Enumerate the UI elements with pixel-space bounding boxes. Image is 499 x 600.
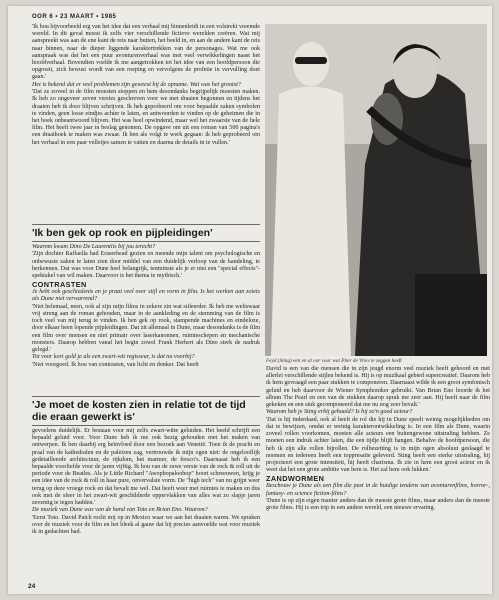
paragraph: gevoelens duidelijk. Er bestaan voor mij zelfs zwart-witte geluiden. Het beeld schrijft een bepaald geluid voor. Voor Dune heb ik me ook bezig gehouden met het maken van ontwerpen. Ik ben daarbij erg beïnvloed door een bezoek aan Venetië. Toen ik de pracht en praal van de kathedralen en de paleizen zag, vertrouwde ik mijn ogen niet: de ongelooflijk gedetailleerde architectuur, de rijkdom, het marmer, de fresco's. Daarnaast heb ik een bepaalde voorliefde voor de jaren vijftig. Ik hou van de ruwe versie van de rock & roll uit de periode voor de Beatles. Als je Little Richard "Awopbopaloobop" hoort schreeuwen, krijg je een idee van de rock & roll in haar pure, onvervalste vorm. De "high tech" van nu grijpt weer terug op deze vroege rock en dat bevalt me wel. Dat heeft weer met ruimtes te maken en dus ook met de sfeer in het zwart-wit geschilderde oppervlakken van alles wat zo slapje jaren zeventig te tegen hadden.' — [32, 428, 260, 507]
interview-question: Waarom heb je Sting erbij gehaald? Is hij zo'n goed acteur? — [266, 409, 413, 416]
pull-quote-costs: 'Je moet de kosten zien in relatie tot de tijd die eraan gewerkt is' — [32, 394, 260, 428]
right-column — [266, 366, 490, 513]
paragraph: 'Dune is op zijn eigen manier anders dan de meeste grote films, maar anders dan de meeste grote films. Hij is een trip in een andere wereld, een nieuwe ervaring. — [266, 498, 490, 512]
paragraph: 'Niet voorgoed. Ik hou van contrasten, van licht en donker. Dat heeft — [32, 361, 199, 368]
interview-question: Beschouw je Dune als een film die past in de huidige tendens van avonturenfilms, horror-, fantasy- en science fiction-films? — [266, 483, 490, 497]
magazine-page — [8, 6, 492, 594]
left-column-top — [32, 24, 260, 147]
photo-caption: Feyd (Sting) een en al oor voor wat Piter de Vries te zeggen heeft — [266, 358, 402, 364]
page-number: 24 — [28, 583, 36, 590]
interview-question: Waarom kwam Dino De Laurentiis bij jou terecht? — [32, 244, 156, 250]
paragraph: 'Dat is hij inderdaad, ook al heeft de rol die hij in Dune speelt weinig mogelijkheden om dat te bewijzen, omdat er weinig karakterontwikkeling is. In een film als Dune, waarin zoveel rollen voorkomen, moeten alle acteurs een buitengewone uitstraling hebben. Ze moeten een indruk achter laten, die een tijdje blijft hangen. Behalve de hoofdpersoon, die heb ik zijn alle rollen bijrollen. De rolbezetting is in mijn ogen absoluut geslaagd te noemen en iedereen heeft een toppresatie geleverd. Sting heeft een sterke uitstraling, hij projecteert een grote intensiteit, hij heeft charisma. Ik zie in hem een groot acteur en ik weet dat het een grote ambitie van hem is. Het zal hem ook lukken.' — [266, 416, 490, 474]
issue-header: OOR 6 • 23 MAART • 1985 — [32, 14, 117, 20]
left-column-middle — [32, 244, 260, 369]
paragraph: 'Dat ze zoveel in de film moesten stoppen en hem desondanks begrijpelijk moesten maken. Ik heb zo ongeveer zeven versies geschreven voor we met draaien begonnen en tijdens het draaien heb ik door blijven schrijven. Ik heb geprobeerd om voor bepaalde zaken symbolen te vinden, geen losse eindjes achter te laten, en antwoorden te vinden op de geheimen die in het boek onbeantwoord blijven. Het was heel opwindend, maar wel het zwaarste van de hele film. Het heeft twee jaar in beslag genomen. De opgave om uit een roman van 500 pagina's een draaiboek te maken was zwaar. Ik ben als volgt te werk gegaan: ik heb geprobeerd om het verhaal in een paar velletjes samen te vatten en daarna de details in te vullen.' — [32, 89, 260, 146]
film-still-photo — [265, 24, 487, 356]
paragraph: David is een van die mensen die in zijn jeugd enorm veel muziek heeft gehoord en met allerlei verschillende stijlen bekend is. Hij is op muzikaal gebied supercreatief. Daarom heb ik hem gevraagd een paar stukken te componeren. Daarnaast wilde ik een groot symfonisch geluid en heb daarvoor de Wiener Symphoniker gebruikt. Van Brian Eno hoorde ik het album The Pearl en een van de stukken daarop sprak me zeer aan. Hij heeft naar de film gekeken en een stuk gecomponeerd dat me nu nog zeer bevalt.' — [266, 366, 490, 409]
paragraph: 'Zijn dochter Raffaella had Eraserhead gezien en meende mijn talent om psychologische en onbewuste zaken te laten zien door middel van een duidelijk verloop van de handeling, te herkennen. Dat was voor Dune heel belangrijk, tenminste als je er niet een "special effects"-spektakel van wil maken. Daarvoor is het thema te mythisch.' — [32, 251, 260, 279]
interview-question: Het is bekend dat er veel problemen zijn geweest bij de opname. Wat was het grootst? — [32, 81, 241, 88]
interview-question: Tot voor kort gold je als een zwart-wit regisseur, is dat nu voorbij? — [32, 354, 195, 361]
paragraph: 'Eerst Toto. David Paich rocht mij op in Mexico waar we aan het draaien waren. We spraken over de muziek voor de film en het bleek al gauw dat hij precies aanvoelde wat voor muziek ik in gedachten had. — [32, 514, 260, 536]
pull-quote-smoke: 'Ik ben gek op rook en pijpleidingen' — [32, 222, 260, 244]
photo-illustration — [265, 24, 487, 356]
paragraph: 'Niet helemaal, neen, ook al zijn mijn films in zekere zin wat stileerder. Ik heb me weliswaar vrij streng aan de roman gehouden, maar in de aankleding en de stemming van de film is toch veel van mij terug te vinden. Ik ben gek op rook, stampende machines en eindeloze, door elkaar heen lopende pijpleidingen. Dat zit allemaal in Dune, maar desondanks is de film een film over mensen en niet primair over laserkanonnen, ruimteschepen en mechanische monsters. Daarop hebben vanaf het begin zowel Frank Herbert als Dino sterk de nadruk gelegd.' — [32, 303, 260, 354]
section-heading-contrasten: CONTRASTEN — [32, 280, 87, 290]
interview-question: Je hebt ook geschiedenis en je praat veel over stijl en vorm in film. Is het werken aan zoiets als Dune niet verwarrend? — [32, 289, 260, 303]
paragraph: 'Ik hou bijvoorbeeld erg van het idee dat een verhaal mij binnenleidt in een volstrekt vreemde wereld. In dit geval moest ik zelfs vier verschillende fictieve werelden creëren. Wat mij aanspreekt was aan de ene kant de reis naar buiten, het beeld in, en aan de andere kant de reis naar binnen, naar de dieper liggende karaktertrekken van de personages. Wat me ook aanspraak was dat het een puur avonturenverhaal was met veel verwikkelingen naast het hoofdverhaal. Bovendien voelde ik me aangetrokken tot het idee van een hoofdpersoon die opgroeit, zich bewust wordt van een roeping en vervolgens de profetie in vervulling doet gaan.' — [32, 24, 260, 81]
interview-question: De muziek van Dune was van de hand van Toto en Brian Eno. Waarom? — [32, 507, 208, 514]
section-heading-zandwormen: ZANDWORMEN — [266, 474, 325, 484]
